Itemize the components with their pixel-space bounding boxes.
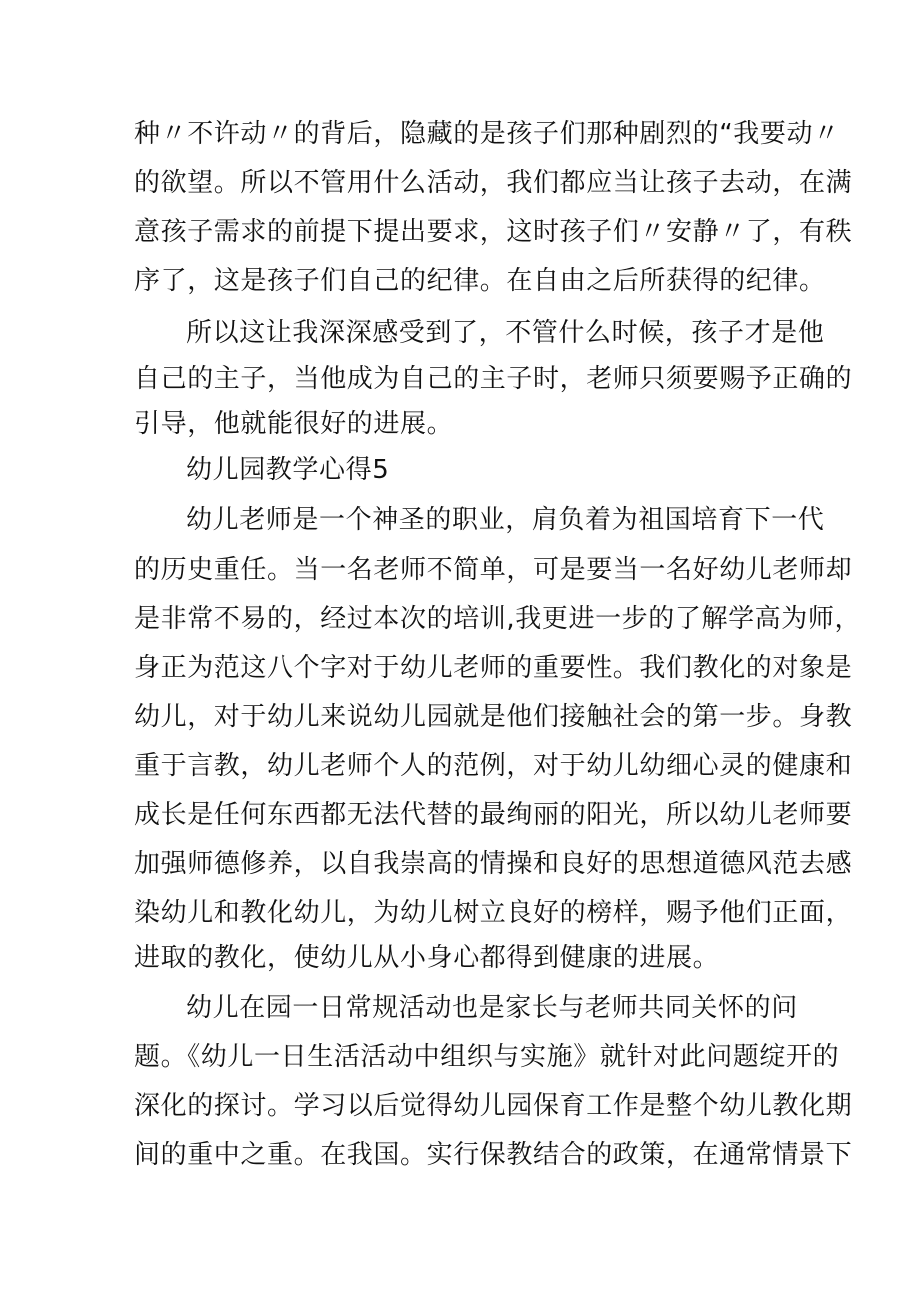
text-line: 自己的主子，当他成为自己的主子时，老师只须要赐予正确的 xyxy=(134,364,853,394)
text-line: 进取的教化，使幼儿从小身心都得到健康的进展。 xyxy=(134,943,720,973)
text-line: 种〃不许动〃的背后，隐藏的是孩子们那种剧烈的“我要动〃 xyxy=(134,119,840,149)
text-line: 所以这让我深深感受到了，不管什么时候，孩子才是他 xyxy=(186,318,825,348)
text-line: 引导，他就能很好的进展。 xyxy=(134,409,454,439)
text-line: 身正为范这八个字对于幼儿老师的重要性。我们教化的对象是 xyxy=(134,653,853,683)
text-line: 加强师德修养，以自我崇高的情操和良好的思想道德风范去感 xyxy=(134,849,853,879)
text-line: 染幼儿和教化幼儿，为幼儿树立良好的榜样，赐予他们正面， xyxy=(134,898,853,928)
text-line: 间的重中之重。在我国。实行保教结合的政策，在通常情景下 xyxy=(134,1140,853,1170)
text-line: 的历史重任。当一名老师不简单，可是要当一名好幼儿老师却 xyxy=(134,555,853,585)
text-line: 重于言教，幼儿老师个人的范例，对于幼儿幼细心灵的健康和 xyxy=(134,751,853,781)
section-heading: 幼儿园教学心得5 xyxy=(186,455,390,485)
text-line: 成长是任何东西都无法代替的最绚丽的阳光，所以幼儿老师要 xyxy=(134,800,853,830)
text-line: 题。《幼儿一日生活活动中组织与实施》就针对此问题绽开的 xyxy=(134,1042,840,1072)
text-line: 的欲望。所以不管用什么活动，我们都应当让孩子去动，在满 xyxy=(134,168,853,198)
text-line: 序了，这是孩子们自己的纪律。在自由之后所获得的纪律。 xyxy=(134,266,826,296)
text-line: 幼儿老师是一个神圣的职业，肩负着为祖国培育下一代 xyxy=(186,505,825,535)
text-line: 幼儿在园一日常规活动也是家长与老师共同关怀的问 xyxy=(186,993,798,1023)
text-line: 是非常不易的，经过本次的培训,我更进一步的了解学高为师， xyxy=(134,604,862,634)
text-line: 幼儿，对于幼儿来说幼儿园就是他们接触社会的第一步。身教 xyxy=(134,702,853,732)
text-line: 深化的探讨。学习以后觉得幼儿园保育工作是整个幼儿教化期 xyxy=(134,1091,853,1121)
text-line: 意孩子需求的前提下提出要求，这时孩子们〃安静〃了，有秩 xyxy=(134,217,853,247)
